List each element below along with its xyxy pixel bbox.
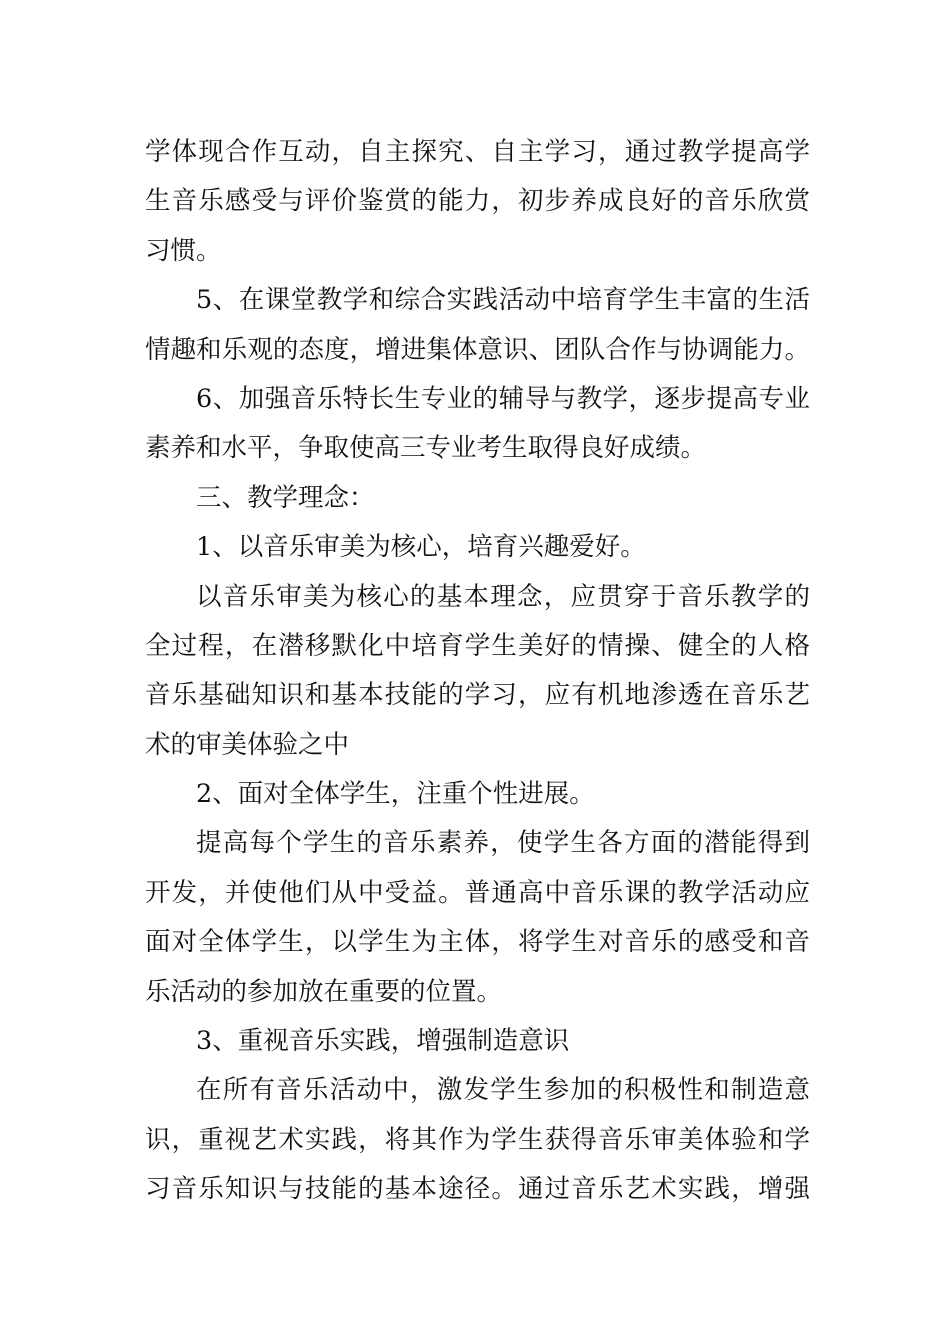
text-line: 术的审美体验之中: [145, 729, 350, 760]
text-line: 乐活动的参加放在重要的位置。: [145, 976, 503, 1007]
text-line: 识，重视艺术实践，将其作为学生获得音乐审美体验和学: [145, 1124, 810, 1155]
text-line: 学体现合作互动，自主探究、自主学习，通过教学提高学: [145, 137, 810, 167]
text-line: 面对全体学生，以学生为主体，将学生对音乐的感受和音: [145, 927, 810, 958]
subheading-2: 2、面对全体学生，注重个性进展。: [196, 779, 595, 810]
list-item-6: 6、加强音乐特长生专业的辅导与教学，逐步提高专业: [196, 383, 810, 414]
text-line: 开发，并使他们从中受益。普通高中音乐课的教学活动应: [145, 877, 810, 908]
text-line: 音乐基础知识和基本技能的学习，应有机地渗透在音乐艺: [145, 680, 810, 711]
document-body: [145, 128, 810, 1215]
section-heading: 三、教学理念：: [196, 482, 375, 513]
subheading-1: 1、以音乐审美为核心，培育兴趣爱好。: [196, 532, 646, 563]
paragraph-start: 提高每个学生的音乐素养，使学生各方面的潜能得到: [196, 828, 810, 859]
text-line: 习音乐知识与技能的基本途径。通过音乐艺术实践，增强: [145, 1174, 810, 1205]
subheading-3: 3、重视音乐实践，增强制造意识: [196, 1026, 570, 1057]
text-line: 情趣和乐观的态度，增进集体意识、团队合作与协调能力。: [145, 334, 810, 365]
text-line: 全过程，在潜移默化中培育学生美好的情操、健全的人格: [145, 630, 810, 661]
paragraph-start: 以音乐审美为核心的基本理念，应贯穿于音乐教学的: [196, 581, 810, 612]
list-item-5: 5、在课堂教学和综合实践活动中培育学生丰富的生活: [196, 285, 810, 316]
text-line: 生音乐感受与评价鉴赏的能力，初步养成良好的音乐欣赏: [145, 186, 810, 217]
paragraph-start: 在所有音乐活动中，激发学生参加的积极性和制造意: [196, 1075, 810, 1106]
text-line: 习惯。: [145, 235, 222, 266]
text-line: 素养和水平，争取使高三专业考生取得良好成绩。: [145, 433, 707, 464]
